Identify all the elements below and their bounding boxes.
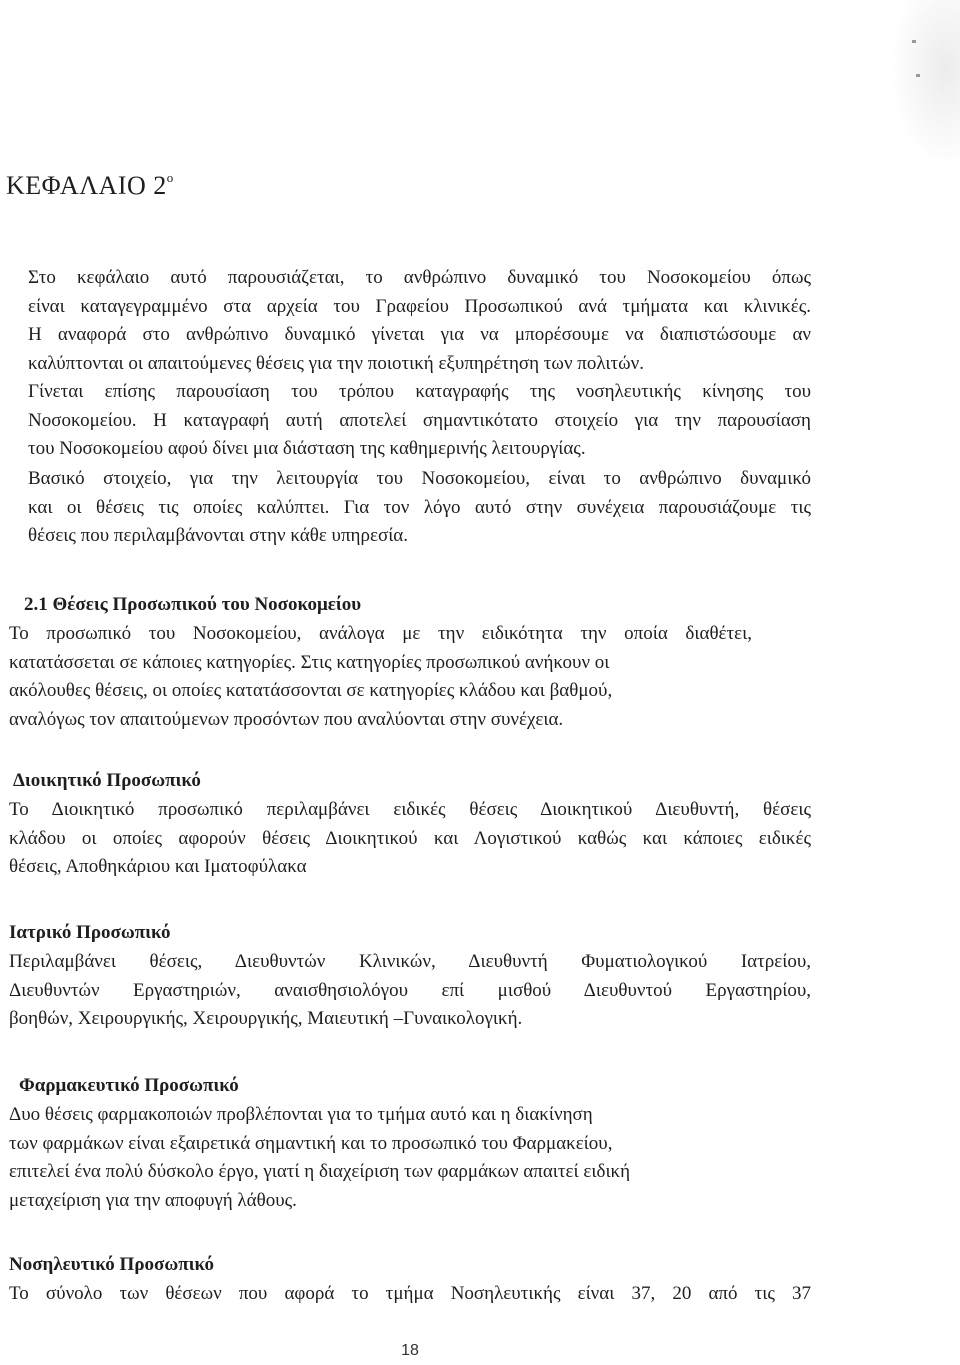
text-line: Βασικό στοιχείο, για την λειτουργία του Νοσοκομείου, είναι το ανθρώπινο δυναμικό	[28, 468, 811, 489]
chapter-title-text: ΚΕΦΑΛΑΙΟ 2	[6, 171, 167, 200]
nursing-paragraph	[9, 1280, 811, 1309]
heading-administrative-staff: Διοικητικό Προσωπικό	[13, 770, 201, 791]
section-2-1-paragraph	[9, 620, 752, 734]
section-heading-2-1: 2.1 Θέσεις Προσωπικού του Νοσοκομείου	[24, 594, 362, 615]
text-line: Περιλαμβάνει θέσεις, Διευθυντών Κλινικών, Διευθυντή Φυματιολογικού Ιατρείου,	[9, 951, 811, 972]
scan-shadow	[890, 0, 960, 170]
text-line: Δυο θέσεις φαρμακοποιών προβλέπονται για το τμήμα αυτό και η διακίνηση	[9, 1104, 593, 1125]
pharmacy-paragraph	[9, 1101, 759, 1215]
heading-nursing-staff: Νοσηλευτικό Προσωπικό	[9, 1254, 215, 1275]
text-line: Στο κεφάλαιο αυτό παρουσιάζεται, το ανθρώπινο δυναμικό του Νοσοκομείου όπως	[28, 267, 811, 288]
chapter-title	[6, 170, 174, 201]
text-line: Το προσωπικό του Νοσοκομείου, ανάλογα με την ειδικότητα την οποία διαθέτει,	[9, 623, 752, 644]
text-line: θέσεις που περιλαμβάνονται στην κάθε υπηρεσία.	[28, 525, 409, 546]
text-line: και οι θέσεις τις οποίες καλύπτει. Για τον λόγο αυτό στην συνέχεια παρουσιάζουμε τις	[28, 496, 811, 518]
text-line: κλάδου οι οποίες αφορούν θέσεις Διοικητικού και Λογιστικού καθώς και κάποιες ειδικές	[9, 827, 811, 849]
heading-medical-staff: Ιατρικό Προσωπικό	[9, 922, 171, 943]
intro-paragraph-1	[28, 264, 811, 464]
text-line: των φαρμάκων είναι εξαιρετικά σημαντική και το προσωπικό του Φαρμακείου,	[9, 1132, 613, 1154]
scan-speck	[916, 74, 920, 77]
chapter-title-superscript: ο	[166, 170, 174, 185]
text-line: Το Διοικητικό προσωπικό περιλαμβάνει ειδικές θέσεις Διοικητικού Διευθυντή, θέσεις	[9, 799, 811, 820]
text-line: καλύπτονται οι απαιτούμενες θέσεις για την ποιοτική εξυπηρέτηση των πολιτών.	[28, 352, 644, 374]
text-line: επιτελεί ένα πολύ δύσκολο έργο, γιατί η διαχείριση των φαρμάκων απαιτεί ειδική	[9, 1161, 631, 1182]
scan-speck	[912, 40, 916, 43]
text-line: Γίνεται επίσης παρουσίαση του τρόπου καταγραφής της νοσηλευτικής κίνησης του	[28, 381, 811, 402]
intro-paragraph-2	[28, 465, 811, 551]
text-line: Το σύνολο των θέσεων που αφορά το τμήμα Νοσηλευτικής είναι 37, 20 από τις 37	[9, 1283, 811, 1304]
medical-paragraph	[9, 948, 811, 1034]
text-line: Η αναφορά στο ανθρώπινο δυναμικό γίνεται για να μπορέσουμε να διαπιστώσουμε αν	[28, 324, 811, 345]
text-line: ακόλουθες θέσεις, οι οποίες κατατάσσονται σε κατηγορίες κλάδου και βαθμού,	[9, 680, 613, 701]
text-line: θέσεις, Αποθηκάριου και Ιματοφύλακα	[9, 856, 307, 877]
text-line: αναλόγως τον απαιτούμενων προσόντων που αναλύονται στην συνέχεια.	[9, 708, 564, 730]
text-line: βοηθών, Χειρουργικής, Χειρουργικής, Μαιευτική –Γυναικολογική.	[9, 1008, 523, 1029]
text-line: μεταχείριση για την αποφυγή λάθους.	[9, 1189, 297, 1211]
text-line: Διευθυντών Εργαστηριών, αναισθησιολόγου επί μισθού Διευθυντού Εργαστηρίου,	[9, 979, 811, 1001]
text-line: Νοσοκομείου. Η καταγραφή αυτή αποτελεί σημαντικότατο στοιχείο για την παρουσίαση	[28, 409, 811, 431]
heading-pharmacy-staff: Φαρμακευτικό Προσωπικό	[19, 1075, 239, 1096]
page-number: 18	[401, 1342, 419, 1359]
administrative-paragraph	[9, 796, 811, 882]
text-line: του Νοσοκομείου αφού δίνει μια διάσταση της καθημερινής λειτουργίας.	[28, 438, 586, 459]
text-line: κατατάσσεται σε κάποιες κατηγορίες. Στις κατηγορίες προσωπικού ανήκουν οι	[9, 651, 610, 673]
text-line: είναι καταγεγραμμένο στα αρχεία του Γραφείου Προσωπικού ανά τμήματα και κλινικές.	[28, 295, 811, 317]
